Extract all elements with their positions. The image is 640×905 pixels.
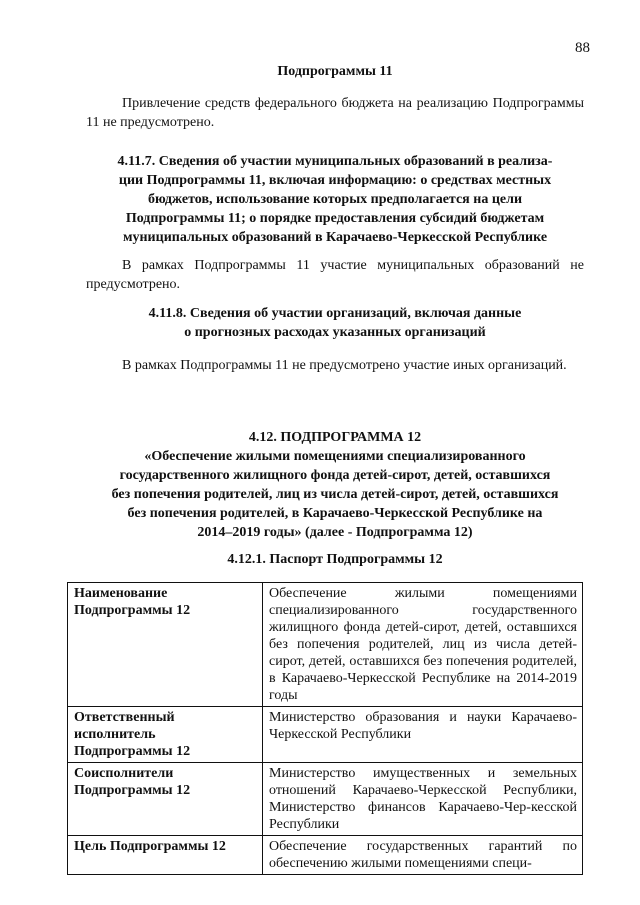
heading-line: 4.11.7. Сведения об участии муниципальных образований в реализа-	[117, 154, 553, 169]
subprogram-12-title	[86, 428, 584, 542]
row-value: Обеспечение государственных гарантий по обеспечению жилыми помещениями специ-	[263, 836, 583, 875]
table-row	[68, 583, 583, 707]
heading-line: 4.11.8. Сведения об участии организаций, включая данные	[148, 306, 522, 321]
row-label: Наименование Подпрограммы 12	[68, 583, 263, 707]
row-value: Министерство имущественных и земельных отношений Карачаево-Черкесской Республики, Министерство финансов Карачаево-Чер-кесской Республики	[263, 763, 583, 836]
heading-4-11-7	[86, 152, 584, 247]
heading-line: муниципальных образований в Карачаево-Черкесской Республике	[122, 230, 548, 245]
heading-line: Подпрограммы 11; о порядке предоставления субсидий бюджетам	[125, 211, 545, 226]
row-value: Министерство образования и науки Карачаево-Черкесской Республики	[263, 707, 583, 763]
heading-line: бюджетов, использование которых предполагается на цели	[147, 192, 523, 207]
title-line: государственного жилищного фонда детей-сирот, детей, оставшихся	[119, 468, 551, 483]
table-row	[68, 707, 583, 763]
title-line: 2014–2019 годы» (далее - Подпрограмма 12)	[197, 525, 473, 540]
title-line: «Обеспечение жилыми помещениями специализированного	[144, 449, 526, 464]
title-line: без попечения родителей, лиц из числа детей-сирот, детей, оставшихся	[111, 487, 559, 502]
federal-budget-paragraph: Привлечение средств федерального бюджета на реализацию Подпрограммы 11 не предусмотрено.	[86, 96, 584, 130]
title-line: 4.12. ПОДПРОГРАММА 12	[248, 430, 422, 445]
page-number: 88	[575, 40, 590, 56]
row-label: Ответственный исполнитель Подпрограммы 12	[68, 707, 263, 763]
heading-4-11-8	[86, 304, 584, 342]
heading-line: о прогнозных расходах указанных организаций	[184, 325, 486, 340]
heading-line: ции Подпрограммы 11, включая информацию: о средствах местных	[118, 173, 552, 188]
municipal-participation-paragraph: В рамках Подпрограммы 11 участие муниципальных образований не предусмотрено.	[86, 258, 584, 292]
row-value: Обеспечение жилыми помещениями специализированного государственного жилищного фонда детей-сирот, детей, оставшихся без попечения родителей, лиц из числа детей-сирот, детей, оставшихся без попечения родителей, в Карачаево-Черкесской Республике на 2014-2019 годы	[263, 583, 583, 707]
passport-table	[67, 582, 583, 875]
title-line: без попечения родителей, в Карачаево-Черкесской Республике на	[127, 506, 543, 521]
subprogram-ref: Подпрограммы 11	[277, 64, 393, 79]
row-label: Цель Подпрограммы 12	[68, 836, 263, 875]
passport-heading: 4.12.1. Паспорт Подпрограммы 12	[227, 552, 443, 567]
organizations-participation-paragraph: В рамках Подпрограммы 11 не предусмотрено участие иных организаций.	[122, 358, 567, 373]
table-row	[68, 763, 583, 836]
table-row	[68, 836, 583, 875]
row-label: Соисполнители Подпрограммы 12	[68, 763, 263, 836]
